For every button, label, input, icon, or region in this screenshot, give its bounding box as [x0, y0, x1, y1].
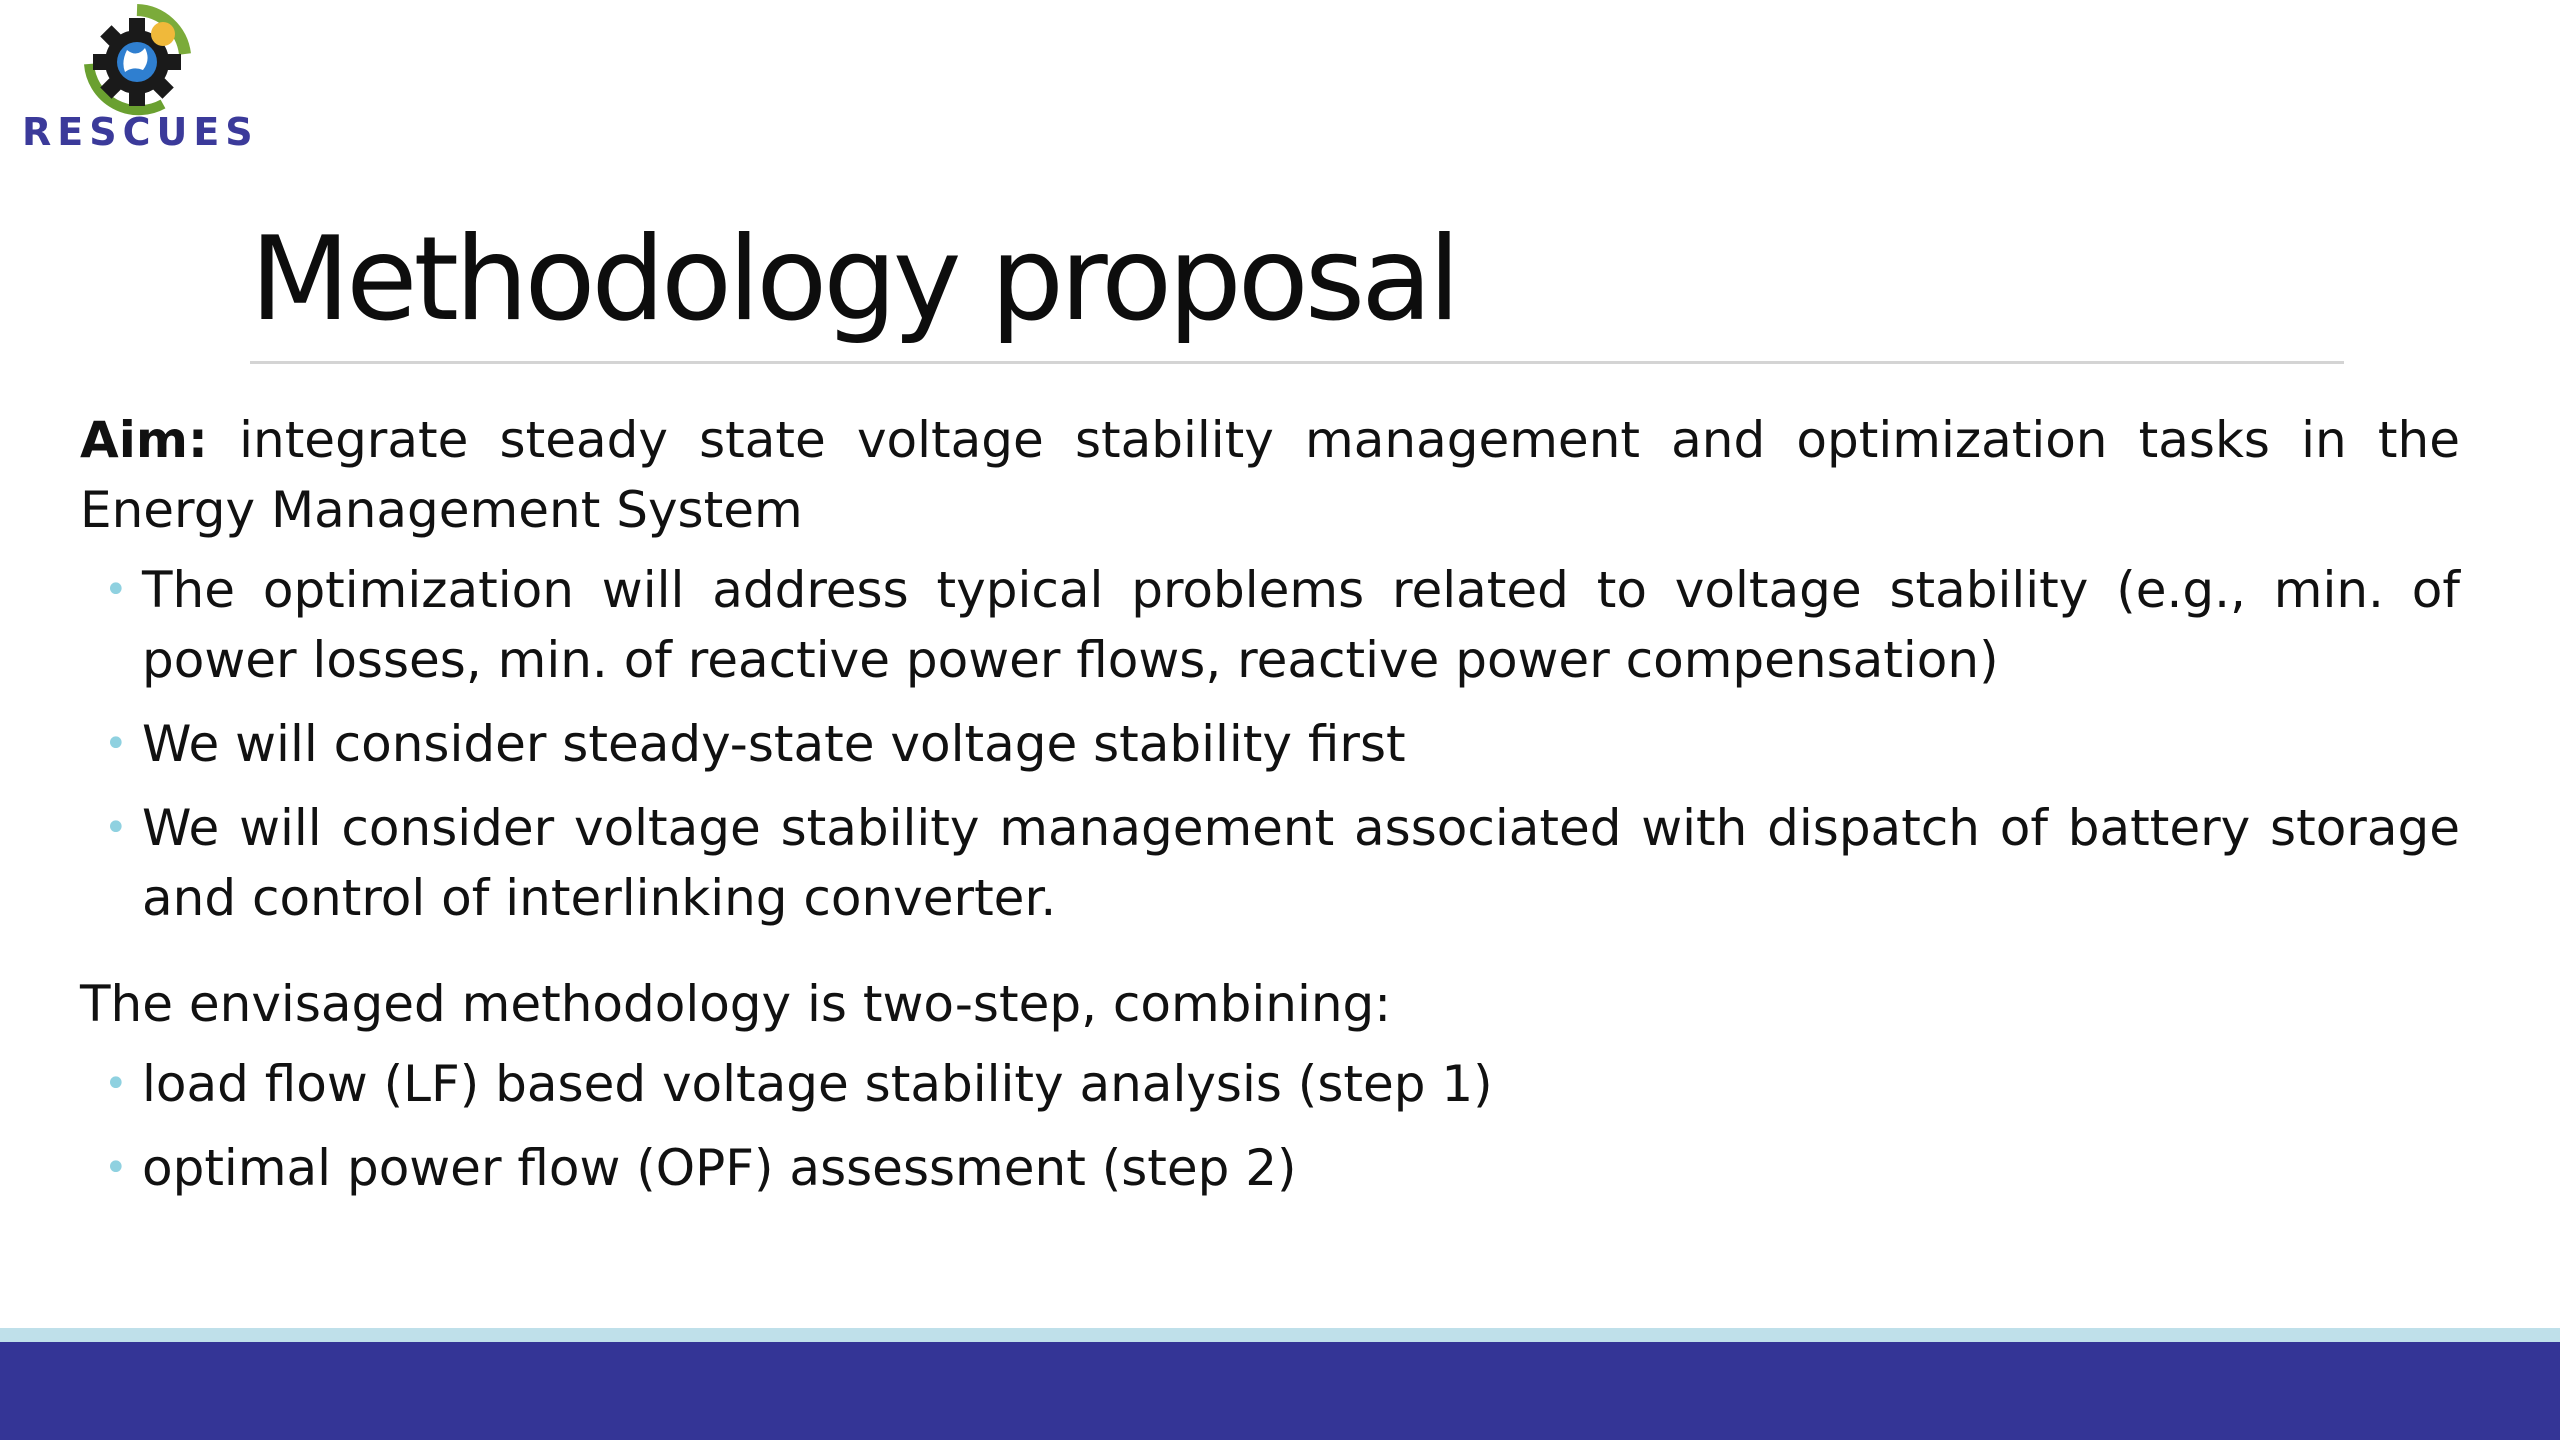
bullet-icon: • — [104, 1061, 128, 1107]
method-paragraph: The envisaged methodology is two-step, combining: — [80, 975, 1392, 1033]
slide-content — [80, 405, 2460, 1217]
list-item — [80, 709, 2460, 779]
aim-label: Aim: — [80, 411, 208, 469]
rescues-logo — [22, 4, 259, 154]
aim-text: integrate steady state voltage stability management and optimization tasks in the Energy Management System — [80, 411, 2460, 539]
aim-paragraph — [80, 405, 2460, 545]
bullet-text: We will consider voltage stability management associated with dispatch of battery storage and control of interlinking converter. — [142, 799, 2460, 927]
bullet-text: optimal power flow (OPF) assessment (step 2) — [142, 1139, 1297, 1197]
method-bullet-list — [80, 1049, 2460, 1203]
bullet-icon: • — [104, 1145, 128, 1191]
bullet-icon: • — [104, 721, 128, 767]
list-item — [80, 793, 2460, 933]
footer-stripe — [0, 1328, 2560, 1342]
bullet-text: The optimization will address typical problems related to voltage stability (e.g., min. of power losses, min. of reactive power flows, reactive power compensation) — [142, 561, 2460, 689]
bullet-text: We will consider steady-state voltage stability first — [142, 715, 1406, 773]
list-item — [80, 555, 2460, 695]
list-item — [80, 1049, 2460, 1119]
bullet-icon: • — [104, 567, 128, 613]
list-item — [80, 1133, 2460, 1203]
bullet-icon: • — [104, 805, 128, 851]
bullet-text: load flow (LF) based voltage stability analysis (step 1) — [142, 1055, 1493, 1113]
gear-globe-logo-icon — [67, 4, 207, 116]
title-divider — [250, 361, 2344, 364]
footer-band — [0, 1342, 2560, 1440]
logo-text: RESCUES — [22, 110, 259, 154]
aim-bullet-list — [80, 555, 2460, 933]
slide-title: Methodology proposal — [250, 212, 1457, 347]
